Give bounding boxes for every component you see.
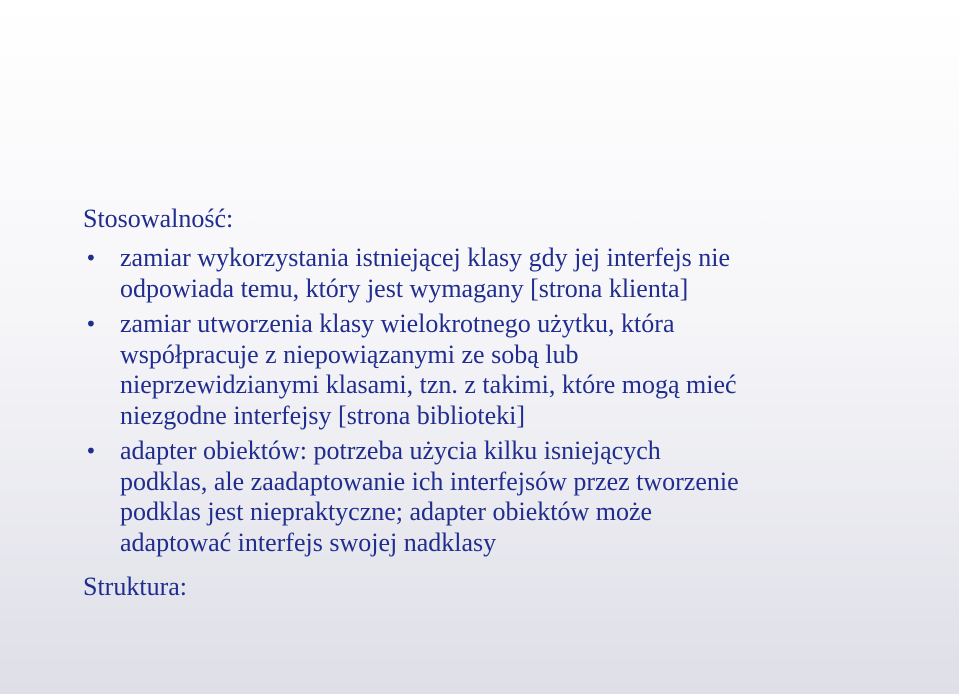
bullet-text-line: adapter obiektów: potrzeba użycia kilku isniejących: [120, 436, 661, 465]
bullet-item-existing-class: [83, 243, 943, 304]
bullet-icon: •: [85, 246, 97, 270]
bullet-item-object-adapter: [83, 436, 943, 558]
bullet-text-line: zamiar wykorzystania istniejącej klasy gdy jej interfejs nie: [120, 243, 731, 272]
bullet-text-line: współpracuje z niepowiązanymi ze sobą lub: [120, 339, 579, 369]
bullet-icon: •: [85, 312, 97, 336]
bullet-text-line: adaptować interfejs swojej nadklasy: [120, 527, 497, 557]
bullet-icon: •: [85, 439, 97, 463]
applicability-list: [83, 243, 943, 563]
bullet-item-reusable-class: [83, 309, 943, 431]
bullet-text-line: podklas, ale zaadaptowanie ich interfejsów przez tworzenie: [120, 466, 739, 496]
bullet-text-line: niezgodne interfejsy [strona biblioteki]: [120, 400, 526, 430]
applicability-heading: Stosowalność:: [83, 204, 234, 233]
bullet-text-line: odpowiada temu, który jest wymagany [strona klienta]: [120, 273, 689, 303]
structure-heading: Struktura:: [83, 572, 187, 601]
bullet-text-line: zamiar utworzenia klasy wielokrotnego użytku, która: [120, 309, 675, 338]
bullet-text-line: podklas jest niepraktyczne; adapter obiektów może: [120, 497, 653, 526]
bullet-text-line: nieprzewidzianymi klasami, tzn. z takimi, które mogą mieć: [120, 370, 737, 399]
